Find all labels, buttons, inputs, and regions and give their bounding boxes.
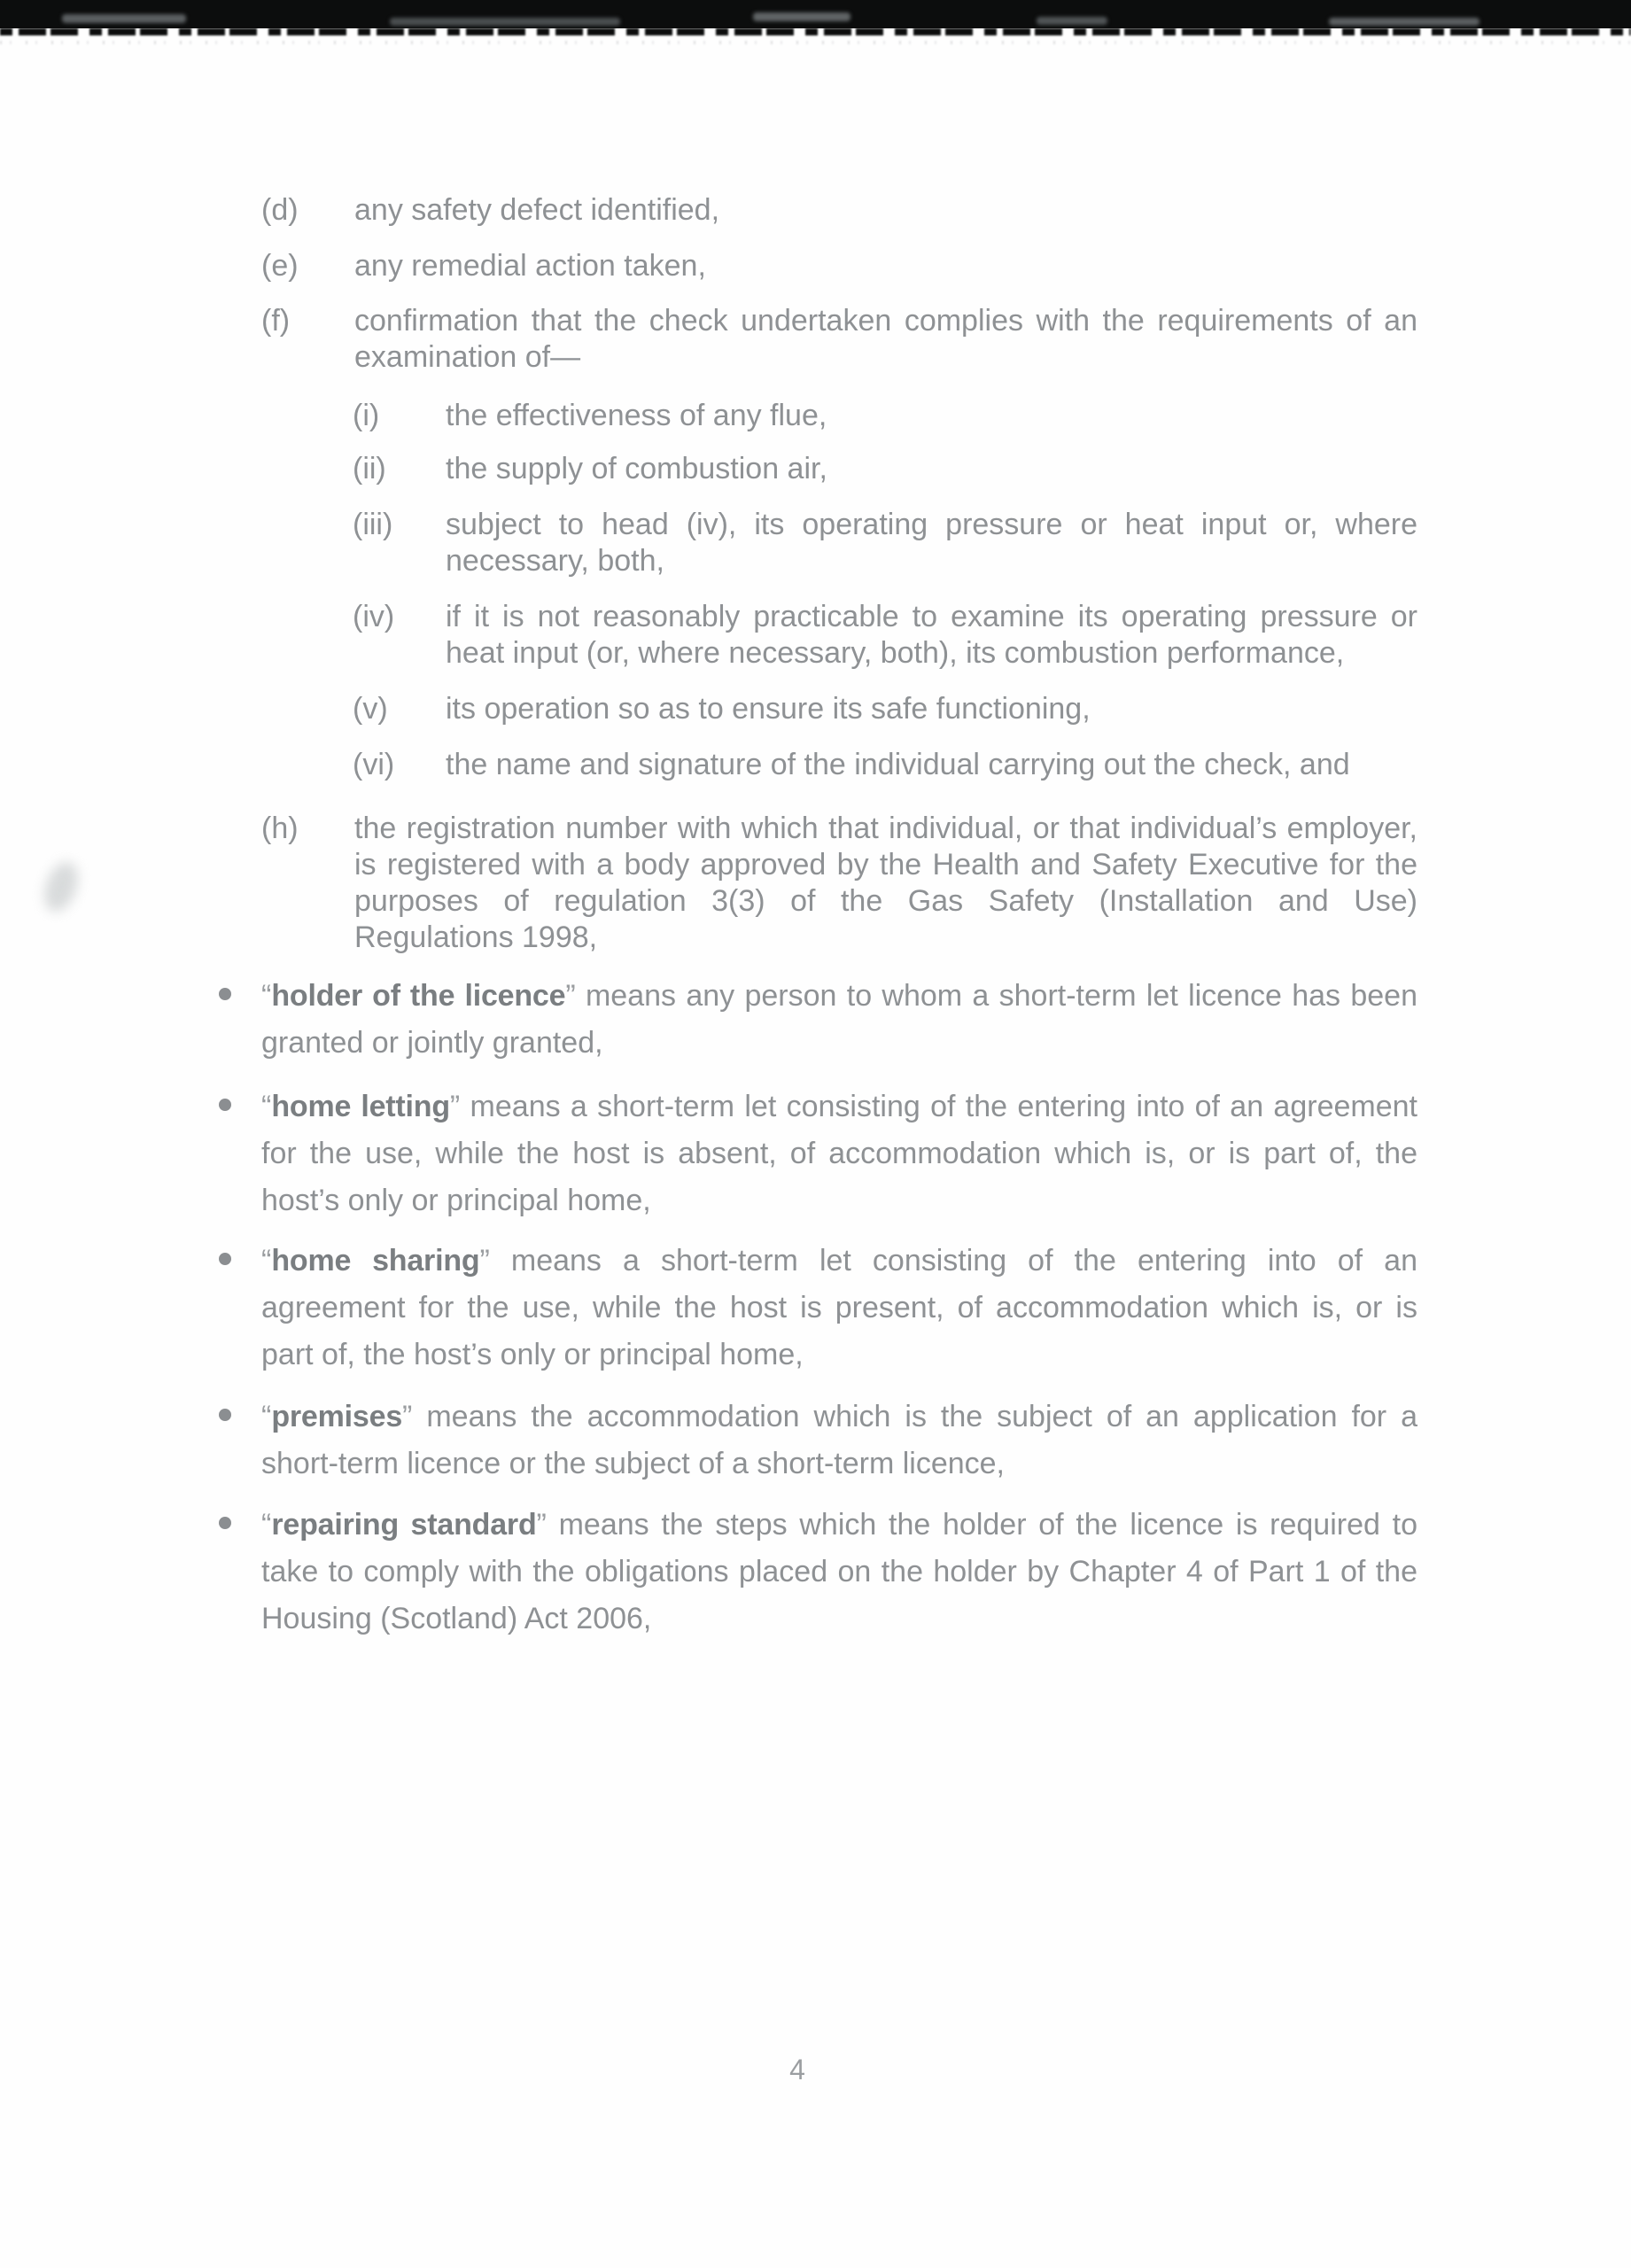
definition-home-sharing [219, 1238, 1417, 1379]
list-item-d [261, 192, 1417, 229]
list-marker: (iii) [353, 508, 393, 541]
paragraph-line: purposes of regulation 3(3) of the Gas Safety (Installation and Use) [354, 884, 1417, 918]
open-quote: “ [261, 1400, 272, 1433]
paragraph-line: take to comply with the obligations placed on the holder by Chapter 4 of Part 1 of the [261, 1555, 1417, 1588]
paragraph-line: host’s only or principal home, [261, 1184, 651, 1217]
scan-band-patch [1037, 17, 1107, 25]
list-marker: (i) [353, 399, 380, 432]
paragraph-line: the registration number with which that individual, or that individual’s employer, [354, 812, 1417, 845]
scan-noise-row [0, 41, 1631, 44]
open-quote: “ [261, 1090, 272, 1123]
close-quote: ” [565, 979, 576, 1013]
scan-band-patch [62, 14, 186, 23]
paragraph-line [261, 1238, 1417, 1285]
paragraph-line: agreement for the use, while the host is present, of accommodation which is, or is [261, 1291, 1417, 1324]
paragraph-line: the supply of combustion air, [446, 452, 827, 485]
defined-term: holder of the licence [271, 979, 566, 1013]
bullet-icon [219, 988, 231, 1000]
scan-band-patch [753, 12, 850, 21]
paragraph-line: the effectiveness of any flue, [446, 399, 827, 432]
paragraph-line: any remedial action taken, [354, 249, 706, 283]
paragraph-line: part of, the host’s only or principal home, [261, 1338, 804, 1371]
paragraph-line: Housing (Scotland) Act 2006, [261, 1602, 652, 1635]
bullet-icon [219, 1409, 231, 1421]
definition-text: means the steps which the holder of the licence is required to [546, 1508, 1417, 1542]
list-item-e [261, 248, 1417, 284]
paragraph-line [261, 1084, 1417, 1130]
defined-term: home sharing [271, 1244, 480, 1278]
open-quote: “ [261, 1244, 272, 1278]
paragraph-line: confirmation that the check undertaken complies with the requirements of an [354, 304, 1417, 338]
defined-term: home letting [271, 1090, 450, 1123]
paragraph-line: is registered with a body approved by the Health and Safety Executive for the [354, 848, 1417, 882]
definition-text: means a short-term let consisting of the entering into of an [489, 1244, 1418, 1278]
paragraph-line [261, 1394, 1417, 1441]
definition-text: means the accommodation which is the subject of an application for a [412, 1400, 1417, 1433]
paragraph-line: granted or jointly granted, [261, 1026, 603, 1060]
paragraph-line: short-term licence or the subject of a short-term licence, [261, 1447, 1005, 1480]
scan-band-patch [1329, 18, 1480, 26]
paragraph-line: if it is not reasonably practicable to examine its operating pressure or [446, 600, 1417, 633]
definition-holder-of-the-licence [219, 973, 1417, 1067]
list-item-vi [353, 747, 1417, 783]
list-item-iv [353, 599, 1417, 672]
list-item-h [261, 811, 1417, 956]
page-number: 4 [789, 2054, 805, 2085]
paragraph-line: necessary, both, [446, 544, 664, 578]
definition-premises [219, 1394, 1417, 1487]
list-marker: (vi) [353, 748, 395, 781]
list-marker: (v) [353, 692, 388, 726]
scan-smudge [38, 858, 84, 916]
open-quote: “ [261, 979, 272, 1013]
paragraph-line: any safety defect identified, [354, 193, 720, 227]
paragraph-line: Regulations 1998, [354, 920, 598, 954]
definition-home-letting [219, 1084, 1417, 1224]
list-marker: (f) [261, 304, 291, 338]
scan-band-patch [390, 18, 620, 26]
bullet-icon [219, 1517, 231, 1529]
paragraph-line: subject to head (iv), its operating pressure or heat input or, where [446, 508, 1417, 541]
close-quote: ” [536, 1508, 547, 1542]
defined-term: premises [271, 1400, 403, 1433]
list-marker: (d) [261, 193, 299, 227]
list-item-ii [353, 451, 1417, 487]
list-item-iii [353, 507, 1417, 579]
bullet-icon [219, 1099, 231, 1111]
paragraph-line [261, 1502, 1417, 1549]
definition-text: means a short-term let consisting of the entering into of an agreement [460, 1090, 1417, 1123]
list-item-f [261, 303, 1417, 376]
close-quote: ” [402, 1400, 413, 1433]
bullet-icon [219, 1253, 231, 1265]
open-quote: “ [261, 1508, 272, 1542]
list-marker: (iv) [353, 600, 395, 633]
paragraph-line: the name and signature of the individual carrying out the check, and [446, 748, 1350, 781]
paragraph-line: its operation so as to ensure its safe functioning, [446, 692, 1091, 726]
defined-term: repairing standard [271, 1508, 537, 1542]
list-marker: (ii) [353, 452, 386, 485]
paragraph-line [261, 973, 1417, 1020]
scan-edge-band [0, 0, 1631, 28]
list-item-v [353, 691, 1417, 727]
definition-repairing-standard [219, 1502, 1417, 1643]
list-marker: (h) [261, 812, 299, 845]
close-quote: ” [449, 1090, 461, 1123]
close-quote: ” [479, 1244, 490, 1278]
paragraph-line: heat input (or, where necessary, both), its combustion performance, [446, 636, 1345, 670]
paragraph-line: examination of— [354, 340, 581, 374]
definition-text: means any person to whom a short-term let licence has been [575, 979, 1417, 1013]
paragraph-line: for the use, while the host is absent, of accommodation which is, or is part of, the [261, 1137, 1417, 1170]
list-item-i [353, 398, 1417, 434]
list-marker: (e) [261, 249, 299, 283]
